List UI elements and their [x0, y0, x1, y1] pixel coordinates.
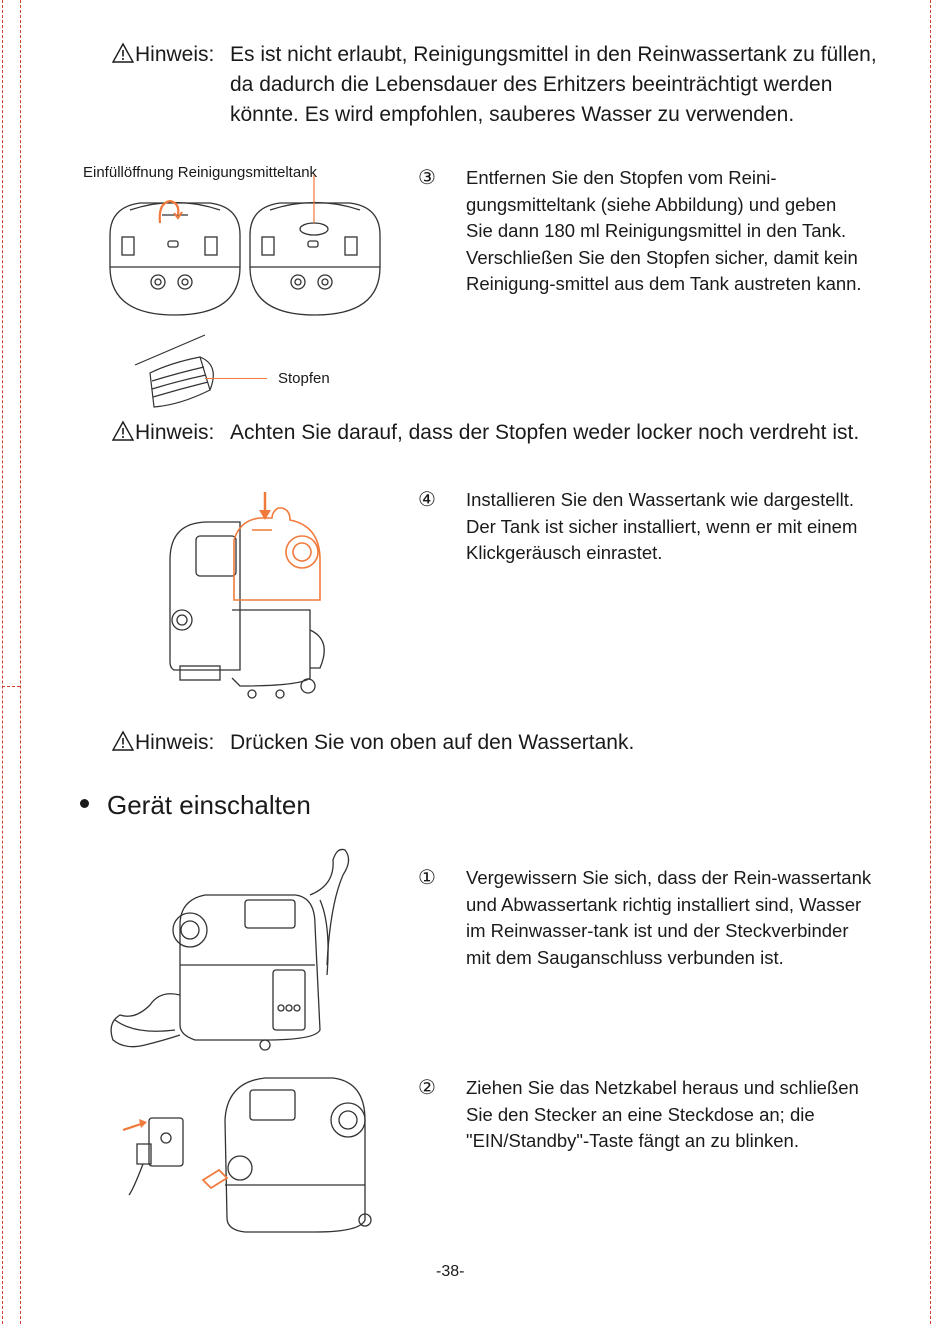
step-text: Installieren Sie den Wassertank wie dargestellt. Der Tank ist sicher installiert, wenn er mit einem Klickgeräusch einrastet. [466, 489, 858, 563]
warning-icon [112, 421, 134, 441]
note-text: Drücken Sie von oben auf den Wassertank. [230, 731, 635, 754]
warning-icon [112, 731, 134, 751]
page-border-left-inner [20, 0, 21, 1324]
water-tank-install-illustration [160, 490, 340, 700]
note-label: Hinweis: [135, 421, 215, 444]
stopper-illustration [130, 335, 270, 415]
note-label: Hinweis: [135, 43, 215, 66]
page-number: -38- [436, 1263, 465, 1280]
filler-opening-label: Einfüllöffnung Reinigungsmitteltank [83, 164, 318, 181]
section-title: Gerät einschalten [107, 790, 311, 820]
step-number: ① [418, 867, 436, 889]
stopper-leader-line [205, 378, 267, 379]
device-with-hose-illustration [105, 845, 355, 1060]
step-text: Ziehen Sie das Netzkabel heraus und schließen Sie den Stecker an eine Steckdose an; die "EIN/Standby"-Taste fängt an zu blinken. [466, 1077, 859, 1151]
bullet-icon [80, 799, 89, 808]
step-text: Vergewissern Sie sich, dass der Rein-wassertank und Abwassertank richtig installiert sind, Wasser im Reinwasser-tank ist und der Steckverbinder mit dem Sauganschluss verbunden ist. [466, 867, 872, 968]
step-number: ③ [418, 167, 436, 189]
section-heading [80, 790, 311, 821]
stopper-label: Stopfen [278, 370, 330, 387]
page-border-right [930, 0, 931, 1324]
step-number: ④ [418, 489, 436, 511]
warning-icon [112, 43, 134, 63]
detergent-tank-illustration [100, 185, 390, 325]
step-number: ② [418, 1077, 436, 1099]
page-border-left [2, 0, 3, 1324]
note-text: Es ist nicht erlaubt, Reinigungsmittel in den Reinwassertank zu füllen, da dadurch die Lebensdauer des Erhitzers beeinträchtigt werden könnte. Es wird empfohlen, sauberes Wasser zu verwenden. [230, 43, 877, 126]
note-text: Achten Sie darauf, dass der Stopfen weder locker noch verdreht ist. [230, 421, 860, 444]
note-label: Hinweis: [135, 731, 215, 754]
page-border-tick [2, 686, 20, 687]
plug-in-illustration [115, 1070, 385, 1245]
step-text: Entfernen Sie den Stopfen vom Reini-gungsmitteltank (siehe Abbildung) und geben Sie dann 180 ml Reinigungsmittel in den Tank. Verschließen Sie den Stopfen sicher, damit kein Reinigung-smittel aus dem Tank austreten kann. [466, 167, 862, 294]
